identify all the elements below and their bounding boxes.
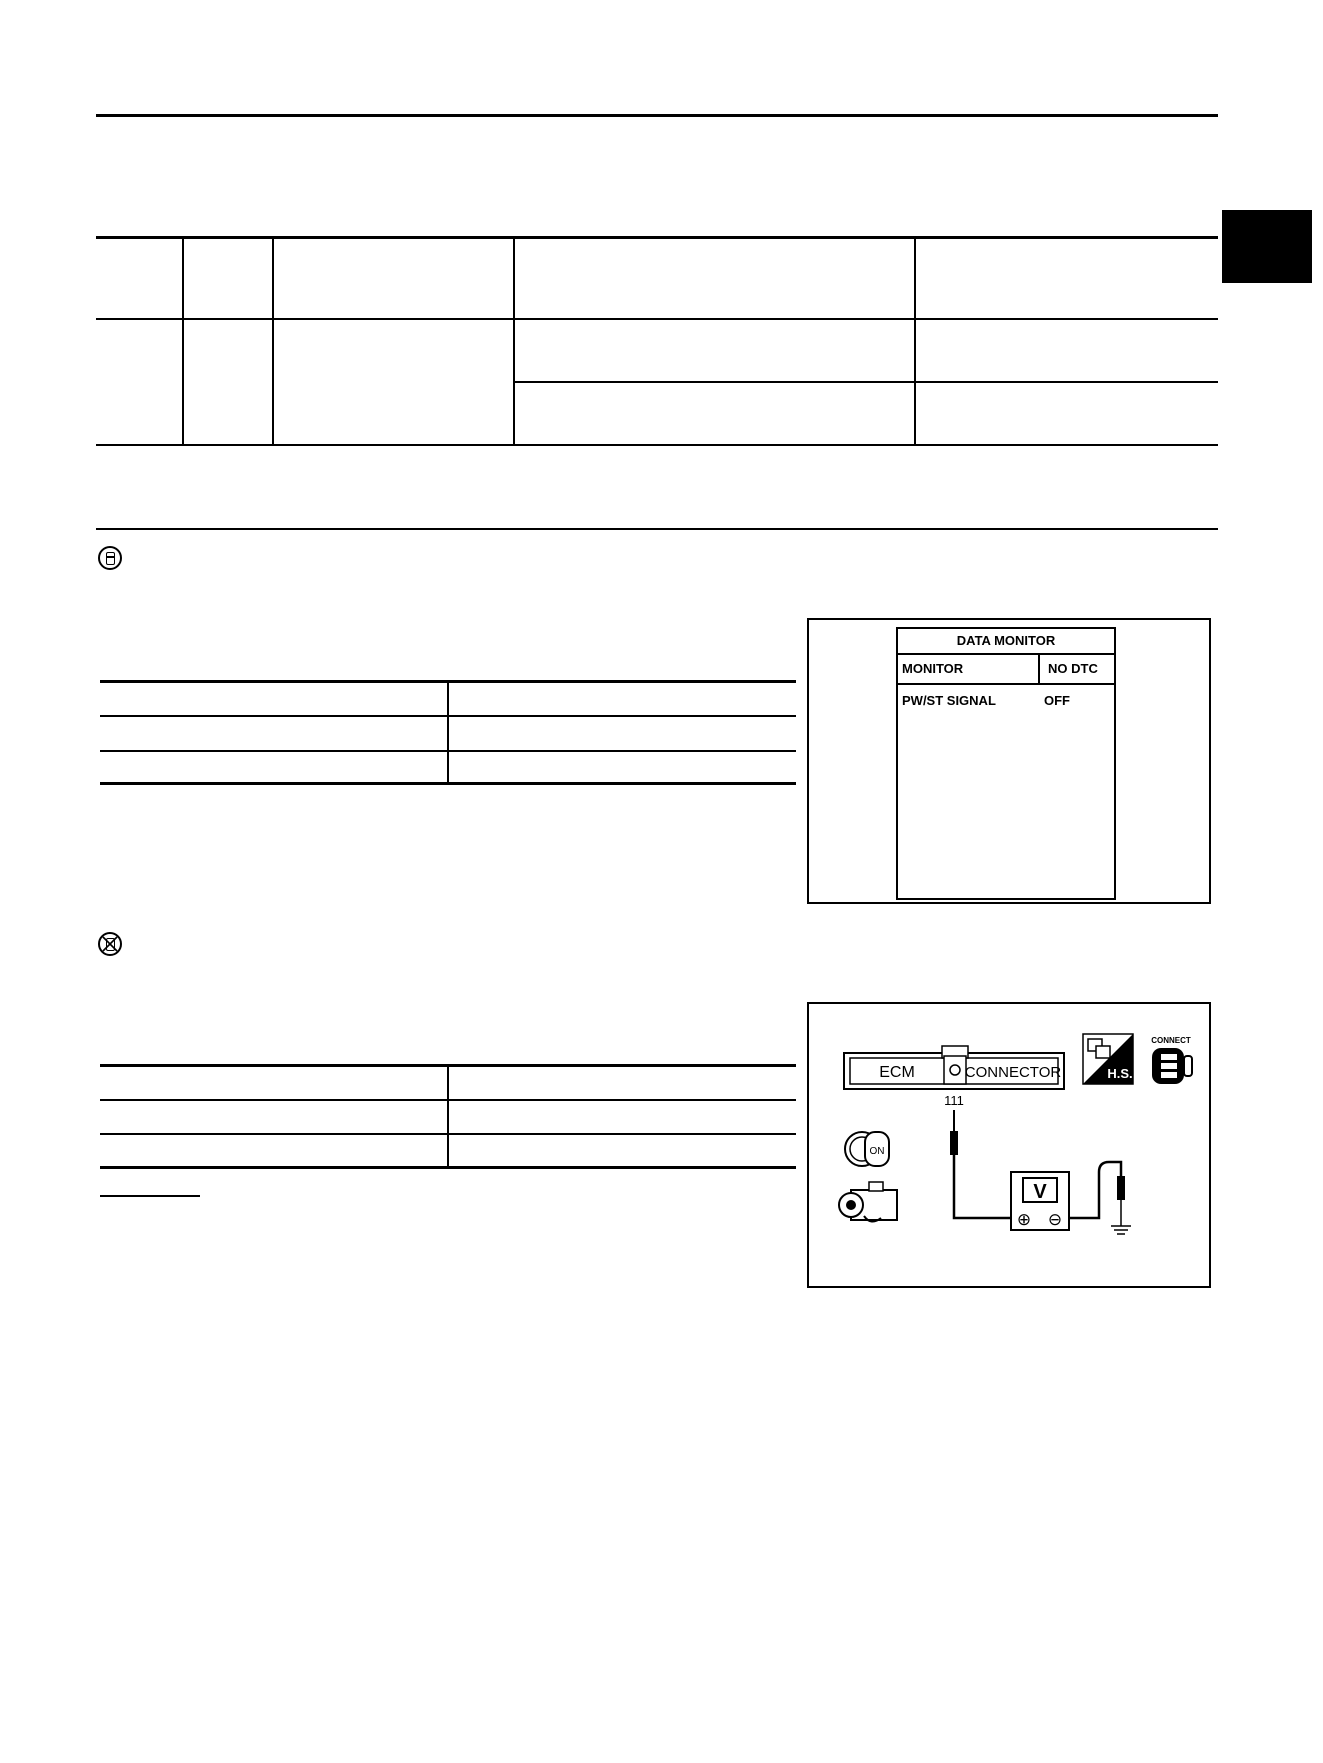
harness-side-icon bbox=[1083, 1034, 1133, 1084]
ground-lead bbox=[1069, 1162, 1131, 1234]
connector-ecm-text: ECM bbox=[879, 1064, 915, 1081]
ignition-key-icon bbox=[845, 1132, 889, 1166]
minus-terminal-icon: ⊖ bbox=[1047, 1210, 1063, 1229]
monitor-header-row bbox=[898, 655, 1114, 685]
section-tab bbox=[1222, 210, 1312, 283]
ecm-connector bbox=[844, 1046, 1064, 1089]
ecm-circuit-diagram bbox=[807, 1002, 1211, 1288]
signal-name: PW/ST SIGNAL bbox=[902, 693, 996, 708]
monitor-status: NO DTC bbox=[1048, 661, 1098, 676]
monitor-screen bbox=[896, 627, 1116, 900]
voltmeter bbox=[1011, 1172, 1069, 1230]
terminal-number: 111 bbox=[944, 1093, 964, 1108]
section-rule bbox=[96, 528, 1218, 530]
voltmeter-symbol: V bbox=[1033, 1181, 1047, 1203]
connect-icon bbox=[1151, 1036, 1192, 1084]
data-monitor-diagram bbox=[807, 618, 1211, 904]
hs-label: H.S. bbox=[1107, 1066, 1133, 1081]
consult-icon bbox=[98, 546, 122, 570]
no-consult-icon bbox=[98, 932, 122, 956]
header-rule bbox=[96, 114, 1218, 117]
probe bbox=[950, 1110, 1012, 1218]
monitor-label: MONITOR bbox=[902, 661, 964, 676]
engine-icon bbox=[839, 1182, 897, 1222]
connector-label-text: CONNECTOR bbox=[964, 1064, 1062, 1081]
signal-value: OFF bbox=[1044, 693, 1070, 708]
connect-label: CONNECT bbox=[1151, 1036, 1191, 1045]
ignition-on-text: ON bbox=[869, 1146, 885, 1157]
plus-terminal-icon: ⊕ bbox=[1016, 1210, 1032, 1229]
monitor-title: DATA MONITOR bbox=[898, 629, 1114, 655]
circuit-svg bbox=[809, 1004, 1209, 1286]
